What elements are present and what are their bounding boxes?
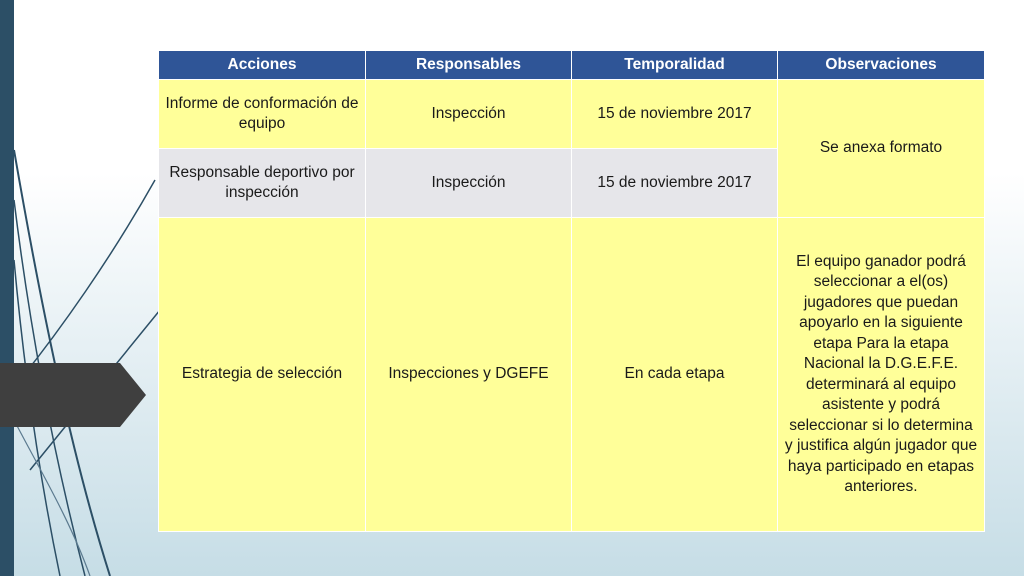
cell-accion: Responsable deportivo por inspección (159, 149, 366, 218)
header-temporalidad: Temporalidad (572, 51, 778, 80)
cell-responsable: Inspección (366, 149, 572, 218)
cell-responsable: Inspección (366, 80, 572, 149)
actions-table (158, 50, 985, 532)
header-observaciones: Observaciones (778, 51, 985, 80)
cell-temporalidad: 15 de noviembre 2017 (572, 80, 778, 149)
cell-observacion-merged: Se anexa formato (778, 80, 985, 218)
arrow-tab (0, 363, 146, 427)
cell-accion: Informe de conformación de equipo (159, 80, 366, 149)
table-row (159, 80, 985, 149)
header-responsables: Responsables (366, 51, 572, 80)
cell-responsable: Inspecciones y DGEFE (366, 218, 572, 532)
header-acciones: Acciones (159, 51, 366, 80)
cell-accion: Estrategia de selección (159, 218, 366, 532)
cell-temporalidad: En cada etapa (572, 218, 778, 532)
table-row (159, 218, 985, 532)
cell-temporalidad: 15 de noviembre 2017 (572, 149, 778, 218)
cell-observacion: El equipo ganador podrá seleccionar a el(os) jugadores que puedan apoyarlo en la siguiente etapa Para la etapa Nacional la D.G.E.F.E. determinará al equipo asistente y podrá seleccionar si lo determina y justifica algún jugador que haya participado en etapas anteriores. (778, 218, 985, 532)
table-header-row (159, 51, 985, 80)
